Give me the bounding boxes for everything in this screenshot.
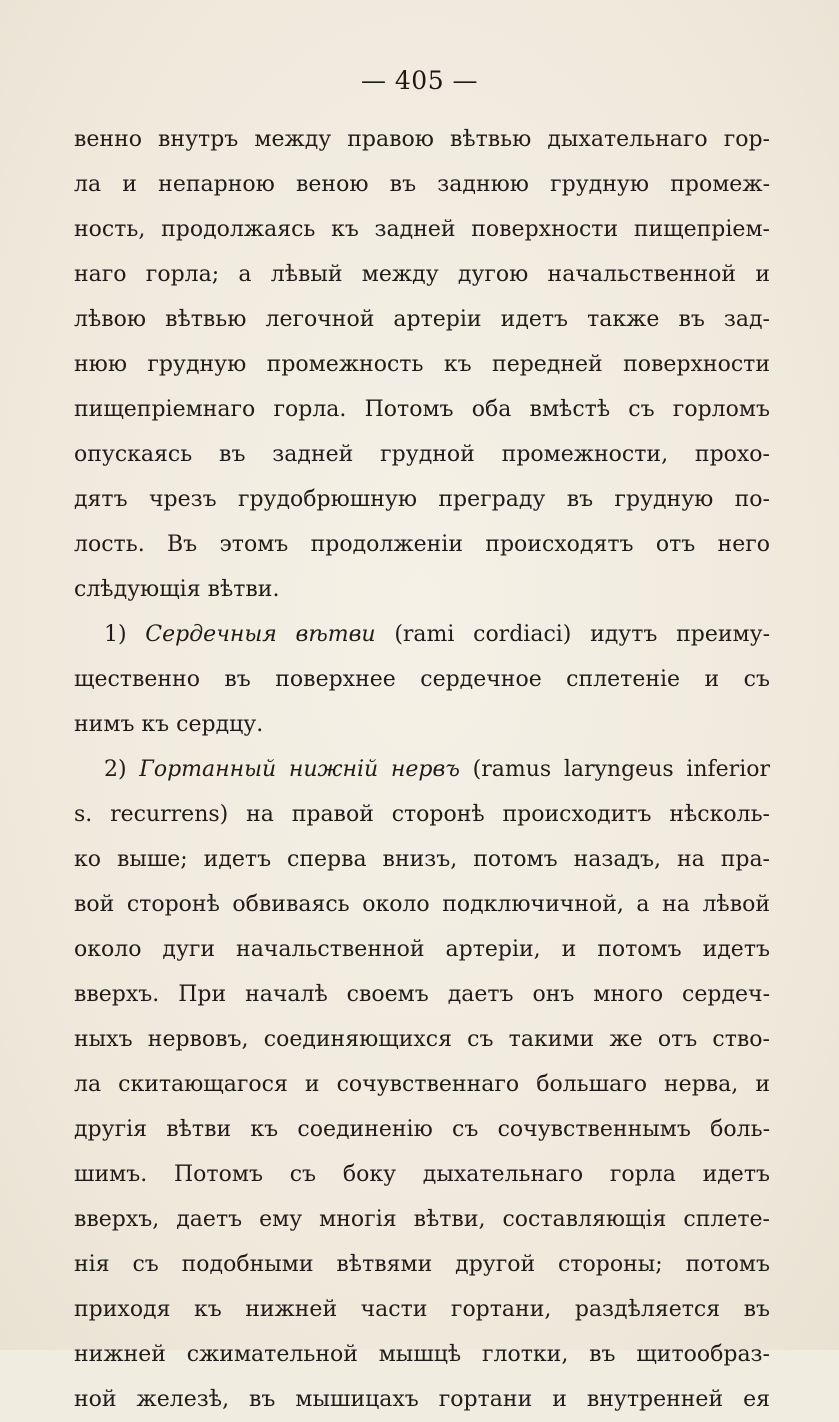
text-line: шимъ. Потомъ съ боку дыхательнаго горла идетъ [74,1162,770,1187]
text-line: ла скитающагося и сочувственнаго большаго нерва, и [74,1072,770,1097]
text-line: ко выше; идетъ сперва внизъ, потомъ назадъ, на пра- [74,847,770,872]
item-number: 2) [104,757,127,782]
text-line: ла и непарною веною въ заднюю грудную промеж- [74,172,770,197]
numbered-item-2-line [74,747,770,792]
text-fragment: (rami cordiaci) идутъ преиму- [394,622,771,647]
text-line: около дуги начальственной артеріи, и потомъ идетъ [74,937,770,962]
page-number: — 405 — [360,66,479,95]
text-line: нимъ къ сердцу. [74,712,264,737]
text-line: нюю грудную промежность къ передней поверхности [74,352,770,377]
italic-term: Сердечныя вѣтви [145,622,376,647]
text-line: пищепріемнаго горла. Потомъ оба вмѣстѣ съ горломъ [74,397,770,422]
text-line: лость. Въ этомъ продолженіи происходятъ отъ него [74,532,770,557]
text-line: нижней сжимательной мышцѣ глотки, въ щитообраз- [74,1342,770,1367]
text-line: другія вѣтви къ соединенію съ сочувственнымъ боль- [74,1117,770,1142]
text-line: венно внутръ между правою вѣтвью дыхательнаго гор- [74,127,770,152]
italic-term: Гортанный нижній нервъ [139,757,460,782]
text-line: нія съ подобными вѣтвями другой стороны; потомъ [74,1252,770,1277]
text-line: наго горла; а лѣвый между дугою начальственной и [74,262,770,287]
text-line: вверхъ. При началѣ своемъ даетъ онъ много сердеч- [74,982,770,1007]
body-text [74,117,770,1422]
text-line: дятъ чрезъ грудобрюшную преграду въ грудную по- [74,487,770,512]
text-line: лѣвою вѣтвью легочной артеріи идетъ также въ зад- [74,307,770,332]
text-line: s. recurrens) на правой сторонѣ происходитъ нѣсколь- [74,802,770,827]
text-fragment: (ramus laryngeus inferior [472,757,770,782]
text-line: ныхъ нервовъ, соединяющихся съ такими же отъ ство- [74,1027,770,1052]
text-line: вой сторонѣ обвиваясь около подключичной, а на лѣвой [74,892,770,917]
text-line: щественно въ поверхнее сердечное сплетеніе и съ [74,667,770,692]
item-number: 1) [104,622,127,647]
text-line: приходя къ нижней части гортани, раздѣляется въ [74,1297,770,1322]
text-line: ность, продолжаясь къ задней поверхности пищепріем- [74,217,770,242]
text-line: опускаясь въ задней грудной промежности, прохо- [74,442,770,467]
text-line: ной железѣ, въ мышицахъ гортани и внутренней ея [74,1387,770,1412]
text-line: слѣдующія вѣтви. [74,577,280,602]
numbered-item-1-line [74,612,770,657]
text-line: вверхъ, даетъ ему многія вѣтви, составляющія сплете- [74,1207,770,1232]
